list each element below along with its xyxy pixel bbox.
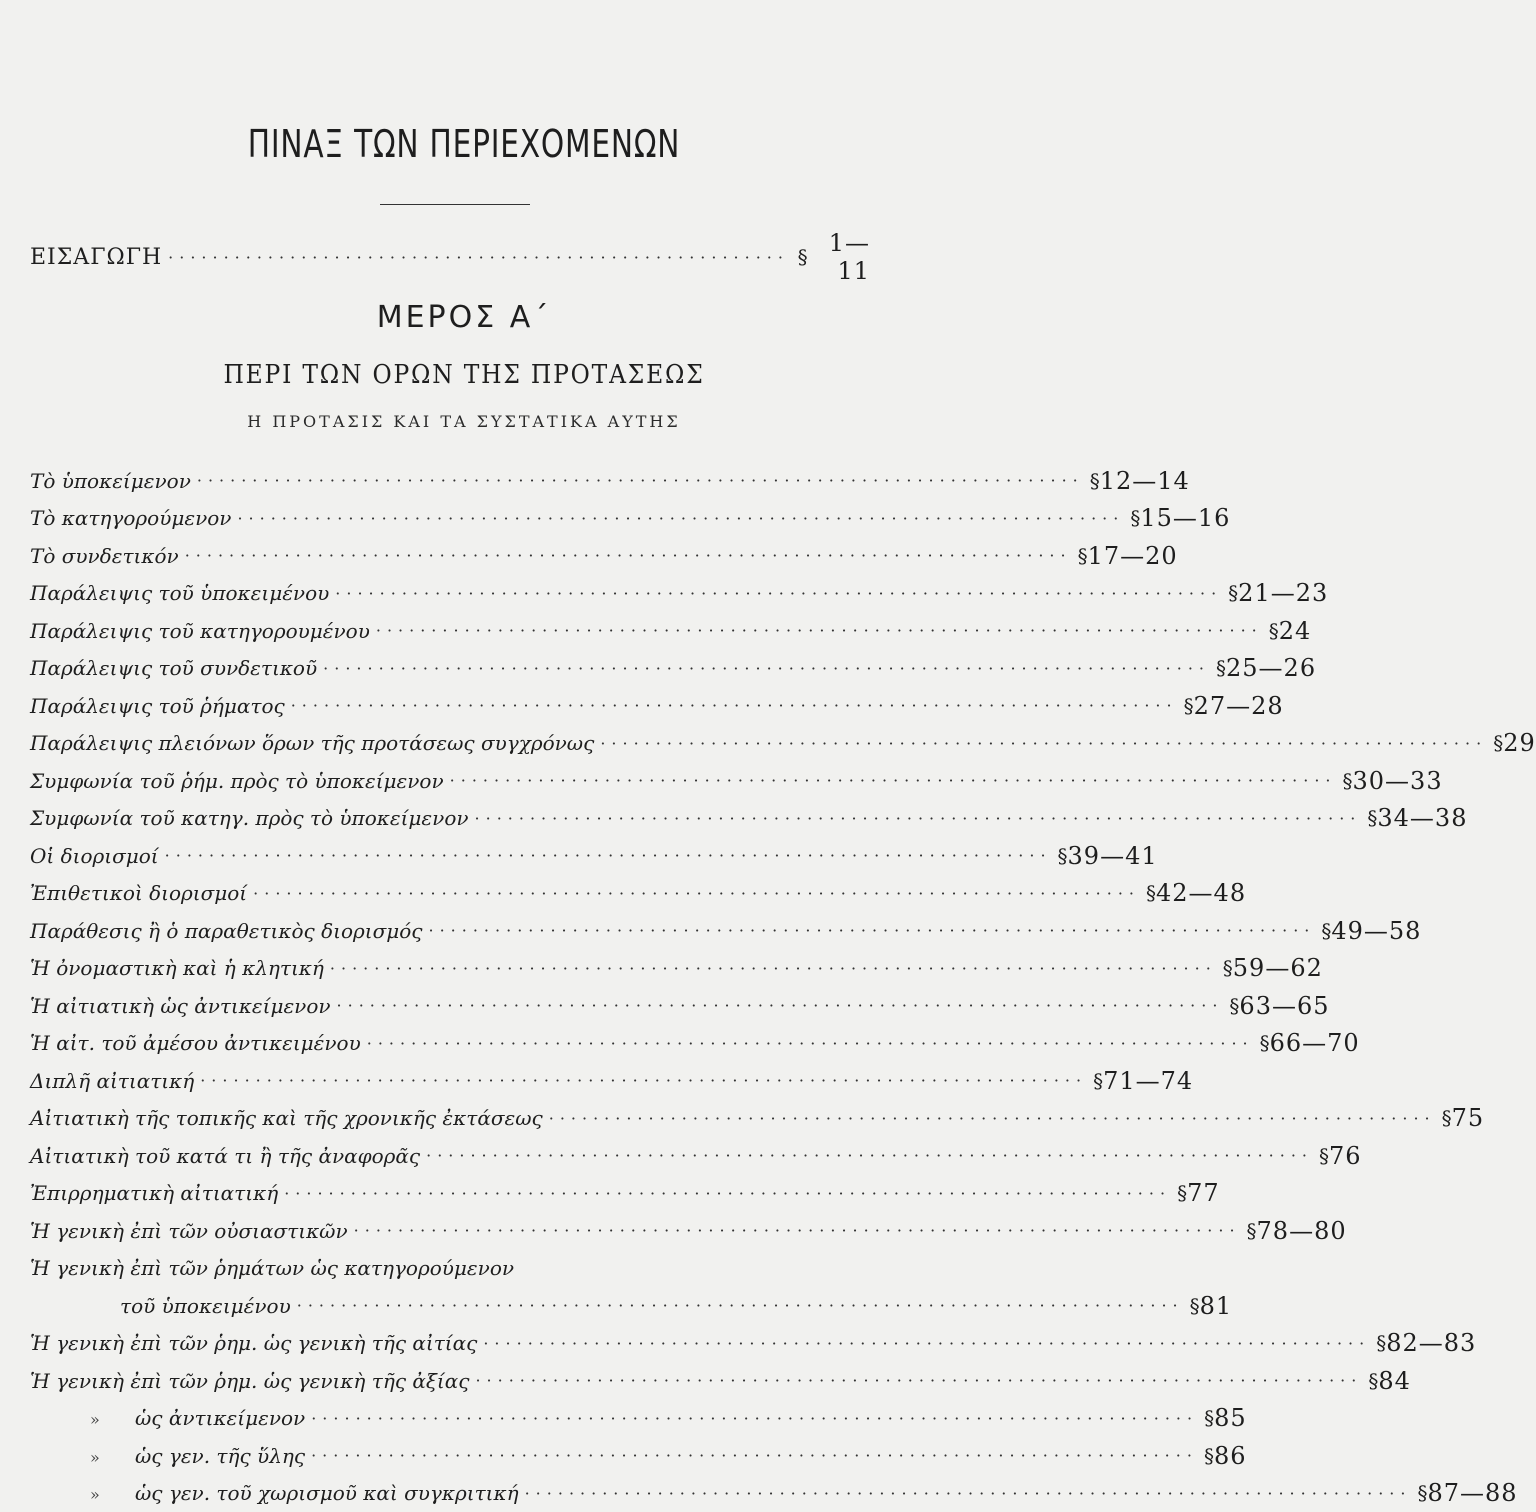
dot-leader: ················································································ bbox=[450, 771, 1337, 790]
toc-entry bbox=[30, 1100, 870, 1138]
entry-title bbox=[30, 1106, 543, 1130]
entry-title-text: Αἰτιατικὴ τοῦ κατά τι ἢ τῆς ἀναφορᾶς bbox=[30, 1144, 420, 1168]
section-range: 27—28 bbox=[1194, 692, 1284, 720]
toc-entry bbox=[30, 762, 870, 800]
section-sign: § bbox=[1130, 506, 1140, 530]
section-range: 29 bbox=[1503, 729, 1536, 757]
section-range: 76 bbox=[1329, 1142, 1362, 1170]
dot-leader: ················································································ bbox=[253, 884, 1140, 903]
dot-leader: ················································································ bbox=[354, 1221, 1241, 1240]
entry-title-text: Τὸ συνδετικόν bbox=[30, 544, 179, 568]
entry-title-text: Παράλειψις τοῦ ῥήματος bbox=[30, 694, 285, 718]
dot-leader: ················································································ bbox=[525, 1484, 1412, 1503]
entry-title-text: Ἐπιρρηματικὴ αἰτιατική bbox=[30, 1181, 278, 1205]
toc-entry bbox=[30, 912, 870, 950]
entry-title-text: Ἡ αἰτιατικὴ ὡς ἀντικείμενον bbox=[30, 994, 331, 1018]
section-sign: § bbox=[1216, 656, 1226, 680]
entry-title-text: Ἡ γενικὴ ἐπὶ τῶν οὐσιαστικῶν bbox=[30, 1219, 348, 1243]
toc-entry bbox=[30, 575, 870, 613]
toc-entry bbox=[30, 1437, 870, 1475]
section-sign: § bbox=[1078, 544, 1088, 568]
toc-entry bbox=[30, 500, 870, 538]
section-range: 59—62 bbox=[1233, 954, 1323, 982]
entry-title bbox=[30, 544, 179, 568]
toc-entry bbox=[30, 800, 870, 838]
section-sign: § bbox=[795, 245, 810, 269]
entry-title bbox=[30, 506, 231, 530]
section-sign: § bbox=[1223, 956, 1233, 980]
toc-entry bbox=[30, 1025, 870, 1063]
entry-title-text: Τὸ κατηγορούμενον bbox=[30, 506, 231, 530]
entry-title bbox=[30, 469, 191, 493]
entry-title bbox=[30, 581, 329, 605]
intro-label: ΕΙΣΑΓΩΓΗ bbox=[30, 245, 162, 270]
entry-title bbox=[30, 619, 370, 643]
section-range: 17—20 bbox=[1088, 542, 1178, 570]
section-range: 24 bbox=[1279, 617, 1312, 645]
entry-title-text: Ἡ γενικὴ ἐπὶ τῶν ῥημ. ὡς γενικὴ τῆς ἀξίας bbox=[30, 1369, 469, 1393]
section-range: 39—41 bbox=[1068, 842, 1158, 870]
section-sign: § bbox=[1058, 844, 1068, 868]
section-sign: § bbox=[1442, 1106, 1452, 1130]
toc-entry bbox=[30, 462, 870, 500]
entry-title-text: Παράλειψις τοῦ ὑποκειμένου bbox=[30, 581, 329, 605]
entry-title bbox=[30, 1369, 469, 1393]
entry-title-text: Παράλειψις τοῦ συνδετικοῦ bbox=[30, 656, 317, 680]
toc-entry bbox=[30, 1212, 870, 1250]
entry-title bbox=[30, 1406, 305, 1430]
toc-entry bbox=[30, 1325, 870, 1363]
dot-leader: ················································································ bbox=[335, 584, 1222, 603]
subchapter-heading: Η ΠΡΟΤΑΣΙΣ ΚΑΙ ΤΑ ΣΥΣΤΑΤΙΚΑ ΑΥΤΗΣ bbox=[0, 412, 928, 431]
entry-title bbox=[30, 1181, 278, 1205]
section-range: 12—14 bbox=[1100, 467, 1190, 495]
dot-leader: ················································································ bbox=[600, 734, 1487, 753]
dot-leader: ················································································ bbox=[197, 471, 1084, 490]
entry-title bbox=[30, 919, 423, 943]
entry-title bbox=[30, 769, 444, 793]
entry-title bbox=[30, 694, 285, 718]
dot-leader: ················································································ bbox=[426, 1146, 1313, 1165]
dot-leader: ················································································ bbox=[284, 1184, 1171, 1203]
section-range: 87—88 bbox=[1427, 1479, 1517, 1507]
section-sign: § bbox=[1228, 581, 1238, 605]
section-range: 34—38 bbox=[1377, 804, 1467, 832]
toc-entry bbox=[30, 1062, 870, 1100]
toc-entry bbox=[30, 612, 870, 650]
entry-title bbox=[30, 656, 317, 680]
section-sign: § bbox=[1204, 1444, 1214, 1468]
dot-leader: ················································································ bbox=[367, 1034, 1254, 1053]
section-range: 63—65 bbox=[1239, 992, 1329, 1020]
dot-leader: ················································································ bbox=[376, 621, 1263, 640]
section-range: 86 bbox=[1214, 1442, 1247, 1470]
entry-title bbox=[30, 1256, 514, 1280]
toc-entries bbox=[30, 462, 870, 1512]
section-sign: § bbox=[1367, 806, 1377, 830]
entry-title bbox=[30, 731, 594, 755]
section-sign: § bbox=[1093, 1069, 1103, 1093]
dot-leader: ················································································ bbox=[323, 659, 1210, 678]
page-title: ΠΙΝΑΞ ΤΩΝ ΠΕΡΙΕΧΟΜΕΝΩΝ bbox=[102, 122, 826, 166]
section-sign: § bbox=[1090, 469, 1100, 493]
section-sign: § bbox=[1184, 694, 1194, 718]
dot-leader: ················································································ bbox=[165, 846, 1052, 865]
ditto-mark: » bbox=[90, 1410, 135, 1429]
section-sign: § bbox=[1229, 994, 1239, 1018]
section-range: 25—26 bbox=[1226, 654, 1316, 682]
entry-title bbox=[30, 881, 247, 905]
ditto-mark: » bbox=[90, 1448, 135, 1467]
entry-title-text: Τὸ ὑποκείμενον bbox=[30, 469, 191, 493]
dot-leader: ················································································ bbox=[429, 921, 1316, 940]
dot-leader: ················································································ bbox=[200, 1071, 1087, 1090]
entry-title-text: Ἐπιθετικοὶ διορισμοί bbox=[30, 881, 247, 905]
dot-leader: ················································································ bbox=[297, 1296, 1184, 1315]
entry-title-text: Συμφωνία τοῦ κατηγ. πρὸς τὸ ὑποκείμενον bbox=[30, 806, 469, 830]
section-sign: § bbox=[1321, 919, 1331, 943]
entry-title-text: Παράθεσις ἢ ὁ παραθετικὸς διορισμός bbox=[30, 919, 423, 943]
ditto-mark: » bbox=[90, 1485, 135, 1504]
entry-title-text: τοῦ ὑποκειμένου bbox=[120, 1294, 291, 1318]
section-sign: § bbox=[1204, 1406, 1214, 1430]
dot-leader: ················································································ bbox=[311, 1446, 1198, 1465]
toc-entry bbox=[30, 1475, 870, 1512]
toc-entry bbox=[30, 725, 870, 763]
part-heading: ΜΕΡΟΣ Α΄ bbox=[0, 300, 928, 335]
entry-title-text: Παράλειψις πλειόνων ὅρων τῆς προτάσεως συγχρόνως bbox=[30, 731, 594, 755]
toc-entry bbox=[30, 1362, 870, 1400]
section-range: 42—48 bbox=[1156, 879, 1246, 907]
entry-title-text: Παράλειψις τοῦ κατηγορουμένου bbox=[30, 619, 370, 643]
dot-leader: ················································································ bbox=[475, 809, 1362, 828]
toc-entry bbox=[30, 1287, 870, 1325]
section-range: 77 bbox=[1187, 1179, 1220, 1207]
section-range: 49—58 bbox=[1331, 917, 1421, 945]
dot-leader: ························································ bbox=[168, 248, 789, 267]
entry-title-text: Ἡ αἰτ. τοῦ ἀμέσου ἀντικειμένου bbox=[30, 1031, 361, 1055]
section-sign: § bbox=[1177, 1181, 1187, 1205]
entry-title bbox=[30, 1294, 291, 1318]
dot-leader: ················································································ bbox=[337, 996, 1224, 1015]
section-range: 78—80 bbox=[1257, 1217, 1347, 1245]
section-sign: § bbox=[1417, 1481, 1427, 1505]
section-range: 66—70 bbox=[1270, 1029, 1360, 1057]
section-range: 84 bbox=[1378, 1367, 1411, 1395]
entry-title bbox=[30, 1144, 420, 1168]
section-sign: § bbox=[1146, 881, 1156, 905]
title-divider bbox=[380, 204, 530, 205]
entry-title-text: Ἡ ὀνομαστικὴ καὶ ἡ κλητική bbox=[30, 956, 324, 980]
toc-entry bbox=[30, 537, 870, 575]
section-range: 81 bbox=[1200, 1292, 1233, 1320]
dot-leader: ················································································ bbox=[311, 1409, 1198, 1428]
section-sign: § bbox=[1190, 1294, 1200, 1318]
section-sign: § bbox=[1376, 1331, 1386, 1355]
dot-leader: ················································································ bbox=[475, 1371, 1362, 1390]
entry-title-text: Ἡ γενικὴ ἐπὶ τῶν ῥημάτων ὡς κατηγορούμενον bbox=[30, 1256, 514, 1280]
dot-leader: ················································································ bbox=[549, 1109, 1436, 1128]
entry-title-text: Ἡ γενικὴ ἐπὶ τῶν ῥημ. ὡς γενικὴ τῆς αἰτίας bbox=[30, 1331, 477, 1355]
entry-title bbox=[30, 1219, 348, 1243]
entry-title-text: Συμφωνία τοῦ ῥήμ. πρὸς τὸ ὑποκείμενον bbox=[30, 769, 444, 793]
entry-title bbox=[30, 956, 324, 980]
section-sign: § bbox=[1247, 1219, 1257, 1243]
toc-entry bbox=[30, 650, 870, 688]
chapter-heading: ΠΕΡΙ ΤΩΝ ΟΡΩΝ ΤΗΣ ΠΡΟΤΑΣΕΩΣ bbox=[46, 360, 881, 390]
section-range: 21—23 bbox=[1238, 579, 1328, 607]
toc-entry bbox=[30, 687, 870, 725]
section-range: 71—74 bbox=[1103, 1067, 1193, 1095]
entry-title bbox=[30, 1444, 305, 1468]
entry-title bbox=[30, 1031, 361, 1055]
section-range: 30—33 bbox=[1353, 767, 1443, 795]
section-range: 85 bbox=[1214, 1404, 1247, 1432]
dot-leader: ················································································ bbox=[237, 509, 1124, 528]
toc-entry bbox=[30, 950, 870, 988]
section-range: 1—11 bbox=[810, 229, 870, 285]
section-sign: § bbox=[1493, 731, 1503, 755]
entry-title bbox=[30, 1069, 194, 1093]
section-range: 82—83 bbox=[1386, 1329, 1476, 1357]
entry-title bbox=[30, 1481, 519, 1505]
dot-leader: ················································································ bbox=[185, 546, 1072, 565]
dot-leader: ················································································ bbox=[483, 1334, 1370, 1353]
toc-entry bbox=[30, 987, 870, 1025]
section-sign: § bbox=[1269, 619, 1279, 643]
entry-title-text: ὡς ἀντικείμενον bbox=[135, 1406, 305, 1430]
section-range: 15—16 bbox=[1140, 504, 1230, 532]
entry-title-text: Διπλῆ αἰτιατική bbox=[30, 1069, 194, 1093]
toc-entry bbox=[30, 837, 870, 875]
dot-leader: ················································································ bbox=[330, 959, 1217, 978]
section-sign: § bbox=[1343, 769, 1353, 793]
entry-title bbox=[30, 1331, 477, 1355]
toc-entry bbox=[30, 1250, 870, 1288]
entry-title-text: ὡς γεν. τῆς ὕλης bbox=[135, 1444, 305, 1468]
section-sign: § bbox=[1319, 1144, 1329, 1168]
entry-title-text: Αἰτιατικὴ τῆς τοπικῆς καὶ τῆς χρονικῆς ἐκτάσεως bbox=[30, 1106, 543, 1130]
entry-title bbox=[30, 994, 331, 1018]
entry-title bbox=[30, 806, 469, 830]
dot-leader: ················································································ bbox=[291, 696, 1178, 715]
entry-title-text: Οἱ διορισμοί bbox=[30, 844, 159, 868]
toc-entry bbox=[30, 1137, 870, 1175]
section-sign: § bbox=[1260, 1031, 1270, 1055]
section-sign: § bbox=[1368, 1369, 1378, 1393]
entry-title-text: ὡς γεν. τοῦ χωρισμοῦ καὶ συγκριτική bbox=[135, 1481, 519, 1505]
entry-title bbox=[30, 844, 159, 868]
toc-entry bbox=[30, 875, 870, 913]
toc-entry bbox=[30, 1175, 870, 1213]
intro-entry bbox=[30, 237, 870, 277]
toc-entry bbox=[30, 1400, 870, 1438]
section-range: 75 bbox=[1452, 1104, 1485, 1132]
